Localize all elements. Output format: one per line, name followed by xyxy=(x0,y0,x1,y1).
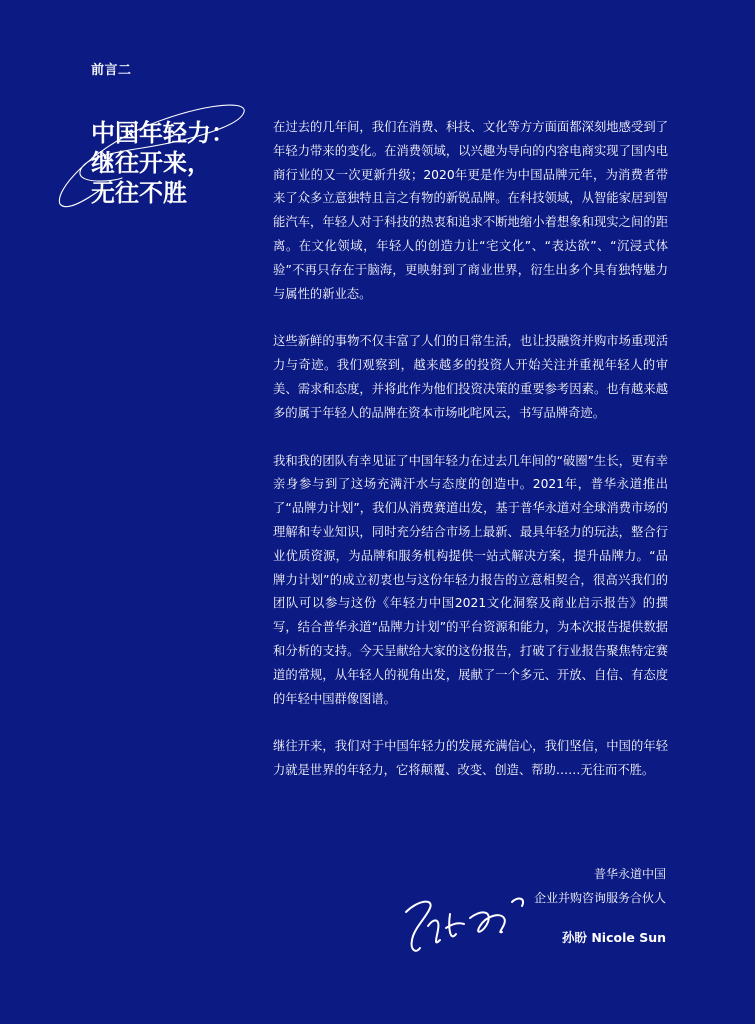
heading-line-1: 中国年轻力： xyxy=(91,119,235,147)
signoff-org: 普华永道中国 xyxy=(593,867,666,881)
signoff-block xyxy=(534,862,666,950)
paragraph-4: 继往开来，我们对于中国年轻力的发展充满信心，我们坚信，中国的年轻力就是世界的年轻力，它将颠覆、改变、创造、帮助……无往而不胜。 xyxy=(273,739,668,778)
signoff-title: 企业并购咨询服务合伙人 xyxy=(533,891,666,905)
paragraph-2: 这些新鲜的事物不仅丰富了人们的日常生活，也让投融资并购市场重现活力与奇迹。我们观察到，越来越多的投资人开始关注并重视年轻人的审美、需求和态度，并将此作为他们投资决策的重要参考因素。也有越来越多的属于年轻人的品牌在资本市场叱咤风云，书写品牌奇迹。 xyxy=(273,334,668,420)
paragraph-1: 在过去的几年间，我们在消费、科技、文化等方方面面都深刻地感受到了年轻力带来的变化。在消费领域，以兴趣为导向的内容电商实现了国内电商行业的又一次更新升级；2020年更是作为中国品牌元年，为消费者带来了众多立意独特且言之有物的新锐品牌。在科技领域，从智能家居到智能汽车，年轻人对于科技的热衷和追求不断地缩小着想象和现实之间的距离。在文化领域，年轻人的创造力让“宅文化”、“表达欲”、“沉浸式体验”不再只存在于脑海，更映射到了商业世界，衍生出多个具有独特魅力与属性的新业态。 xyxy=(273,120,668,301)
handwritten-signature xyxy=(400,888,540,960)
heading-line-3: 无往不胜 xyxy=(91,179,187,207)
paragraph-3: 我和我的团队有幸见证了中国年轻力在过去几年间的“破圈”生长，更有幸亲身参与到了这场充满汗水与态度的创造中。2021年，普华永道推出了“品牌力计划”，我们从消费赛道出发，基于普华永道对全球消费市场的理解和专业知识，同时充分结合市场上最新、最具年轻力的玩法，整合行业优质资源，为品牌和服务机构提供一站式解决方案，提升品牌力。“品牌力计划”的成立初衷也与这份年轻力报告的立意相契合，很高兴我们的团队可以参与这份《年轻力中国2021文化洞察及商业启示报告》的撰写，结合普华永道“品牌力计划”的平台资源和能力，为本次报告提供数据和分析的支持。今天呈献给大家的这份报告，打破了行业报告聚焦特定赛道的常规，从年轻人的视角出发，展献了一个多元、开放、自信、有态度的年轻中国群像图谱。 xyxy=(273,453,668,706)
page-heading xyxy=(91,118,261,208)
signoff-name: 孙盼 Nicole Sun xyxy=(561,930,666,945)
section-label: 前言二 xyxy=(91,63,132,78)
body-text xyxy=(273,116,668,807)
heading-line-2: 继往开来， xyxy=(91,149,211,177)
